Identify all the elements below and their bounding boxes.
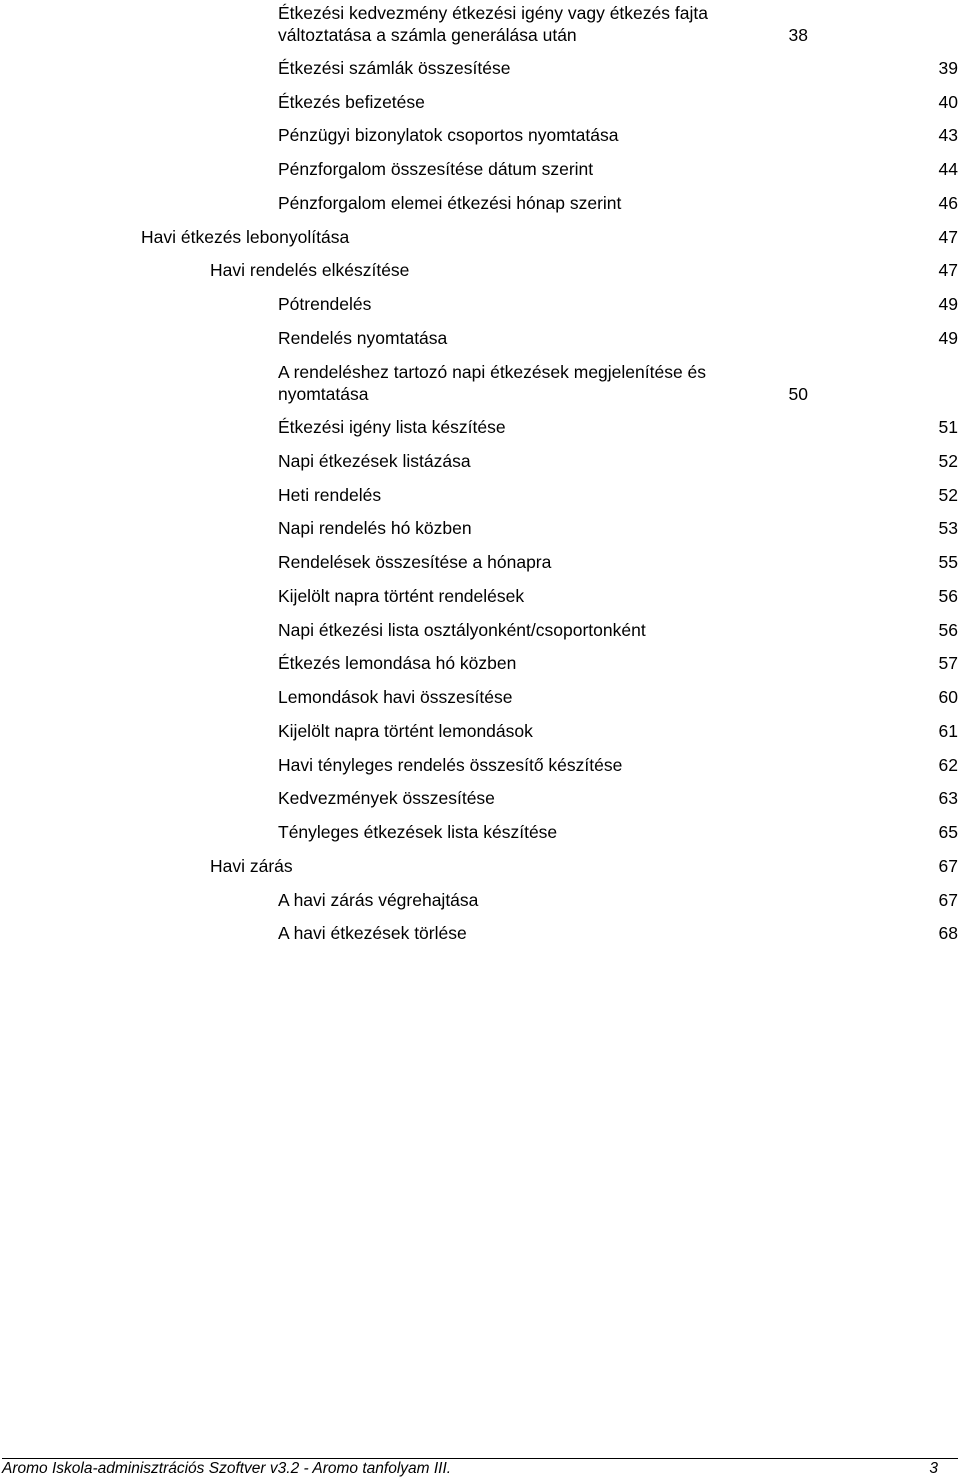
- toc-entry-page: 50: [788, 384, 808, 404]
- toc-entry-title: Étkezési igény lista készítése: [278, 417, 506, 437]
- toc-entry-page: 65: [938, 822, 958, 842]
- toc-entry-title: Pénzforgalom elemei étkezési hónap szerint: [278, 193, 622, 213]
- toc-entry-page: 52: [938, 485, 958, 505]
- toc-entry-page: 47: [938, 260, 958, 280]
- toc-entry-title: Havi zárás: [210, 856, 293, 876]
- toc-entry-title: A havi zárás végrehajtása: [278, 890, 479, 910]
- toc-entry-page: 67: [938, 856, 958, 876]
- toc-entry[interactable]: [278, 720, 958, 742]
- toc-entry[interactable]: [278, 361, 958, 405]
- toc-entry-page: 49: [938, 328, 958, 348]
- toc-entry[interactable]: [278, 2, 958, 46]
- toc-entry-title: Rendelés nyomtatása: [278, 328, 448, 348]
- toc-entry-title: Étkezés befizetése: [278, 92, 425, 112]
- toc-entry-title: Étkezési számlák összesítése: [278, 58, 511, 78]
- toc-entry[interactable]: [210, 855, 958, 877]
- toc-entry-title: Kijelölt napra történt rendelések: [278, 586, 525, 606]
- footer-page-number: 3: [929, 1460, 938, 1477]
- toc-entry[interactable]: [278, 91, 958, 113]
- toc-entry[interactable]: [278, 619, 958, 641]
- toc-entry[interactable]: [278, 327, 958, 349]
- toc-entry[interactable]: [278, 484, 958, 506]
- toc-entry-page: 38: [788, 25, 808, 45]
- toc-entry[interactable]: [278, 686, 958, 708]
- toc-entry-title: Kijelölt napra történt lemondások: [278, 721, 533, 741]
- toc-entry[interactable]: [278, 821, 958, 843]
- toc-entry[interactable]: [278, 158, 958, 180]
- toc-entry-page: 62: [938, 755, 958, 775]
- toc-entry-page: 52: [938, 451, 958, 471]
- toc-entry-title: Kedvezmények összesítése: [278, 788, 495, 808]
- toc-entry-page: 55: [938, 552, 958, 572]
- toc-entry-title: Pótrendelés: [278, 294, 372, 314]
- toc-entry[interactable]: [278, 787, 958, 809]
- footer-text: Aromo Iskola-adminisztrációs Szoftver v3.2 - Aromo tanfolyam III.: [2, 1460, 452, 1477]
- toc-entry-page: 68: [938, 923, 958, 943]
- toc-entry-page: 60: [938, 687, 958, 707]
- toc-entry-title: Napi étkezések listázása: [278, 451, 471, 471]
- page-footer: [2, 1458, 958, 1478]
- toc-entry-title: Napi rendelés hó közben: [278, 518, 472, 538]
- toc-entry-title: Havi tényleges rendelés összesítő készítése: [278, 755, 623, 775]
- toc-entry-page: 46: [938, 193, 958, 213]
- toc-entry[interactable]: [278, 293, 958, 315]
- toc-entry-page: 39: [938, 58, 958, 78]
- toc-entry[interactable]: [278, 922, 958, 944]
- toc-entry-title: Lemondások havi összesítése: [278, 687, 513, 707]
- toc-entry-page: 63: [938, 788, 958, 808]
- toc-entry[interactable]: [278, 889, 958, 911]
- toc-entry-title: A rendeléshez tartozó napi étkezések megjelenítése és nyomtatása: [278, 362, 707, 404]
- toc-entry[interactable]: [278, 416, 958, 438]
- toc-entry[interactable]: [278, 124, 958, 146]
- toc-entry-page: 57: [938, 653, 958, 673]
- toc-entry-title: Tényleges étkezések lista készítése: [278, 822, 558, 842]
- toc-entry[interactable]: [278, 754, 958, 776]
- toc-entry-page: 56: [938, 586, 958, 606]
- toc-entry-title: Heti rendelés: [278, 485, 382, 505]
- toc-entry-title: A havi étkezések törlése: [278, 923, 467, 943]
- toc-entry-page: 43: [938, 125, 958, 145]
- toc-entry-page: 67: [938, 890, 958, 910]
- toc-entry-title: Pénzügyi bizonylatok csoportos nyomtatása: [278, 125, 619, 145]
- toc-entry[interactable]: [278, 585, 958, 607]
- toc-entry-title: Rendelések összesítése a hónapra: [278, 552, 552, 572]
- toc-entry-title: Pénzforgalom összesítése dátum szerint: [278, 159, 594, 179]
- toc-entry[interactable]: [141, 226, 958, 248]
- toc-entry[interactable]: [278, 551, 958, 573]
- toc-entry-page: 53: [938, 518, 958, 538]
- toc-entry-title: Étkezés lemondása hó közben: [278, 653, 517, 673]
- toc-entry[interactable]: [278, 652, 958, 674]
- toc-entry[interactable]: [278, 57, 958, 79]
- toc-entry-page: 49: [938, 294, 958, 314]
- toc-entry[interactable]: [278, 450, 958, 472]
- toc-entry-title: Havi étkezés lebonyolítása: [141, 227, 350, 247]
- toc-entry[interactable]: [210, 259, 958, 281]
- toc-entry-title: Napi étkezési lista osztályonként/csoportonként: [278, 620, 646, 640]
- toc-entry-page: 40: [938, 92, 958, 112]
- toc-entry-page: 44: [938, 159, 958, 179]
- toc-entry-page: 61: [938, 721, 958, 741]
- toc-entry-title: Étkezési kedvezmény étkezési igény vagy étkezés fajta változtatása a számla generálása után: [278, 3, 708, 45]
- toc-entry-title: Havi rendelés elkészítése: [210, 260, 410, 280]
- toc-entry[interactable]: [278, 517, 958, 539]
- toc-entry[interactable]: [278, 192, 958, 214]
- toc-entry-page: 47: [938, 227, 958, 247]
- toc-entry-page: 51: [938, 417, 958, 437]
- toc-entry-page: 56: [938, 620, 958, 640]
